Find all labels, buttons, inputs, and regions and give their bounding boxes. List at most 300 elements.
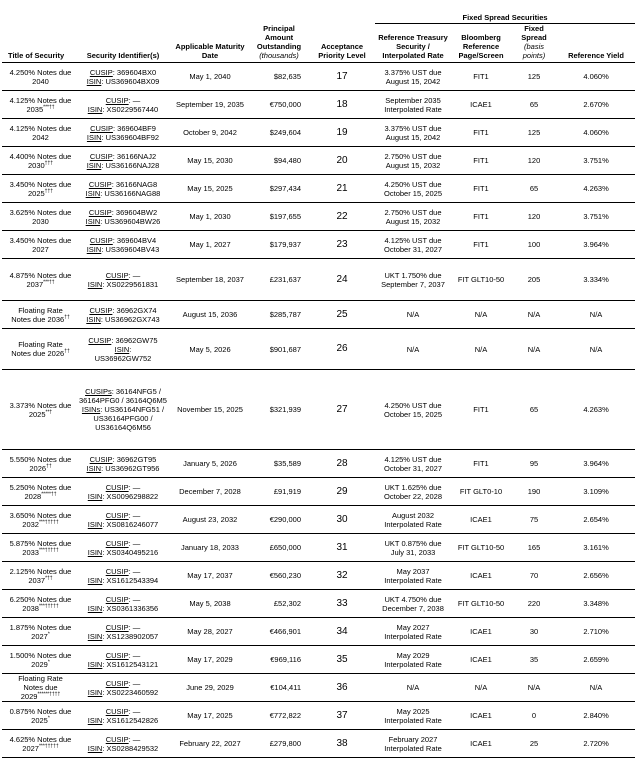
fixed-spread: 190 [511, 478, 557, 506]
table-row [2, 702, 635, 730]
isin-label: ISIN [86, 76, 102, 86]
table-row [2, 91, 635, 119]
security-title-cell [2, 562, 75, 590]
bloomberg-page: N/A [451, 301, 511, 329]
fixed-spread: 220 [511, 590, 557, 618]
col-reference-treasury: Reference Treasury Security / Interpolated Rate [375, 24, 451, 63]
isin-value: : US36164NFG51 / US36164PFG00 / US36164Q6M56 [93, 405, 165, 432]
security-identifier-cell [75, 590, 171, 618]
reference-treasury: UKT 1.750% due September 7, 2037 [375, 259, 451, 301]
cusip-value: : — [128, 706, 141, 716]
maturity-date: September 18, 2037 [171, 259, 249, 301]
isin-value: : US36166NAG88 [100, 188, 161, 198]
isin-label: ISIN [87, 279, 103, 289]
security-identifier-cell [75, 301, 171, 329]
fixed-spread-group-header: Fixed Spread Securities [375, 10, 635, 24]
reference-treasury: N/A [375, 301, 451, 329]
cusip-value: : — [128, 95, 141, 105]
reference-yield: 2.840% [557, 702, 635, 730]
principal-outstanding: £279,800 [249, 730, 309, 758]
table-row [2, 562, 635, 590]
cusip-label: CUSIP [88, 207, 112, 217]
table-row [2, 730, 635, 758]
acceptance-priority: 18 [309, 91, 375, 119]
reference-treasury: May 2025 Interpolated Rate [375, 702, 451, 730]
spread-label: Fixed Spread [521, 24, 547, 42]
security-identifier-cell [75, 534, 171, 562]
security-title-cell [2, 590, 75, 618]
maturity-date: May 1, 2030 [171, 203, 249, 231]
reference-yield: 3.348% [557, 590, 635, 618]
isin-label: ISIN [87, 659, 103, 669]
cusip-label: CUSIP [105, 622, 129, 632]
security-title-cell [2, 203, 75, 231]
security-identifier-cell [75, 674, 171, 702]
security-title-cell [2, 259, 75, 301]
cusip-value: : 369604BX0 [112, 67, 157, 77]
footnote-marker: ††† [44, 188, 54, 194]
reference-treasury: 3.375% UST due August 15, 2042 [375, 63, 451, 91]
principal-outstanding: $179,937 [249, 231, 309, 259]
security-identifier-cell [75, 231, 171, 259]
fixed-spread: 65 [511, 370, 557, 450]
principal-outstanding: €466,901 [249, 618, 309, 646]
col-reference-yield: Reference Yield [557, 24, 635, 63]
reference-treasury: May 2029 Interpolated Rate [375, 646, 451, 674]
security-title-cell [2, 450, 75, 478]
cusip-value: : — [128, 566, 141, 576]
isin-label: ISIN [87, 687, 103, 697]
security-title-cell [2, 91, 75, 119]
reference-treasury: 4.250% UST due October 15, 2025 [375, 370, 451, 450]
security-title-cell [2, 329, 75, 370]
table-row [2, 63, 635, 91]
cusip-value: : — [128, 510, 141, 520]
reference-yield: 2.720% [557, 730, 635, 758]
table-row [2, 203, 635, 231]
principal-unit: (thousands) [259, 51, 299, 60]
principal-outstanding: $297,434 [249, 175, 309, 203]
maturity-date: May 15, 2025 [171, 175, 249, 203]
isin-label: ISIN [87, 491, 103, 501]
bloomberg-page: FIT1 [451, 231, 511, 259]
acceptance-priority: 30 [309, 506, 375, 534]
cusip-value: : — [128, 650, 141, 660]
principal-outstanding: $82,635 [249, 63, 309, 91]
cusip-value: : 36166NAG8 [111, 179, 158, 189]
reference-yield: 3.751% [557, 203, 635, 231]
acceptance-priority: 38 [309, 730, 375, 758]
acceptance-priority: 21 [309, 175, 375, 203]
fixed-spread: 0 [511, 702, 557, 730]
col-title-of-security: Title of Security [2, 24, 75, 63]
isin-value: : XS0096298822 [102, 491, 159, 501]
footnote-marker: ******†††† [37, 691, 61, 698]
maturity-date: May 28, 2027 [171, 618, 249, 646]
reference-treasury: May 2027 Interpolated Rate [375, 618, 451, 646]
cusip-value: : 369604BF9 [112, 123, 156, 133]
security-title: 5.550% Notes due 2026 [9, 454, 72, 473]
acceptance-priority: 19 [309, 119, 375, 147]
table-row [2, 119, 635, 147]
security-identifier-cell [75, 646, 171, 674]
tender-offer-table [2, 10, 635, 758]
principal-outstanding: £231,637 [249, 259, 309, 301]
security-title: 1.875% Notes due 2027 [9, 622, 72, 641]
isin-value: : US369604BX09 [101, 76, 160, 86]
bloomberg-page: N/A [451, 674, 511, 702]
cusip-label: CUSIP [105, 95, 129, 105]
table-row [2, 175, 635, 203]
acceptance-priority: 23 [309, 231, 375, 259]
principal-outstanding: €290,000 [249, 506, 309, 534]
security-identifier-cell [75, 370, 171, 450]
footnote-marker: ***††††† [38, 603, 59, 609]
isin-label: ISIN [87, 743, 103, 753]
reference-yield: 4.060% [557, 63, 635, 91]
security-identifier-cell [75, 119, 171, 147]
isin-label: ISIN [87, 715, 103, 725]
security-title-cell [2, 702, 75, 730]
principal-outstanding: £91,919 [249, 478, 309, 506]
security-identifier-cell [75, 175, 171, 203]
isin-value: : XS0361336356 [102, 603, 159, 613]
reference-treasury: 4.125% UST due October 31, 2027 [375, 450, 451, 478]
table-row [2, 329, 635, 370]
isin-value: : XS0288429532 [102, 743, 159, 753]
maturity-date: January 18, 2033 [171, 534, 249, 562]
security-title: 3.625% Notes due 2030 [9, 207, 72, 226]
security-title: Floating Rate Notes due 2026 [11, 340, 65, 358]
table-row [2, 231, 635, 259]
col-maturity-date: Applicable Maturity Date [171, 24, 249, 63]
isin-value: US36962GW752 [94, 353, 152, 363]
footnote-marker: †† [64, 348, 70, 355]
isin-value: : XS1238902057 [102, 631, 159, 641]
bloomberg-page: ICAE1 [451, 618, 511, 646]
security-title: 6.250% Notes due 2038 [9, 594, 72, 613]
security-title: 1.500% Notes due 2029 [9, 650, 72, 669]
reference-yield: 3.161% [557, 534, 635, 562]
acceptance-priority: 37 [309, 702, 375, 730]
acceptance-priority: 28 [309, 450, 375, 478]
isin-value: : XS1612543121 [102, 659, 159, 669]
isin-value: : XS0340495216 [102, 547, 159, 557]
cusip-value: : 36962GT95 [112, 454, 157, 464]
col-fixed-spread [511, 24, 557, 63]
cusip-value: : 36166NAJ2 [112, 151, 157, 161]
isin-label: ISINs [81, 405, 101, 414]
security-title-cell [2, 478, 75, 506]
isin-value: : US36962GX743 [100, 314, 160, 324]
principal-outstanding: $35,589 [249, 450, 309, 478]
reference-yield: N/A [557, 329, 635, 370]
isin-value: : XS1612543394 [102, 575, 159, 585]
acceptance-priority: 27 [309, 370, 375, 450]
cusip-label: CUSIP [89, 305, 113, 315]
maturity-date: May 5, 2038 [171, 590, 249, 618]
reference-treasury: August 2032 Interpolated Rate [375, 506, 451, 534]
security-title: 3.450% Notes due 2025 [9, 179, 72, 198]
acceptance-priority: 32 [309, 562, 375, 590]
table-row [2, 370, 635, 450]
isin-value: : US36962GT956 [101, 463, 160, 473]
security-identifier-cell [75, 506, 171, 534]
maturity-date: December 7, 2028 [171, 478, 249, 506]
footnote-marker: *†† [45, 575, 53, 581]
security-title: 4.400% Notes due 2030 [9, 151, 72, 170]
bloomberg-page: FIT1 [451, 175, 511, 203]
principal-outstanding: €560,230 [249, 562, 309, 590]
security-title-cell [2, 119, 75, 147]
reference-treasury: September 2035 Interpolated Rate [375, 91, 451, 119]
table-body [2, 63, 635, 758]
bloomberg-page: ICAE1 [451, 702, 511, 730]
table-row [2, 506, 635, 534]
security-title: 4.125% Notes due 2042 [9, 123, 72, 142]
table-row [2, 450, 635, 478]
reference-yield: 3.751% [557, 147, 635, 175]
col-bloomberg-page: Bloomberg Reference Page/Screen [451, 24, 511, 63]
fixed-spread: 165 [511, 534, 557, 562]
isin-label: ISIN [87, 603, 103, 613]
reference-treasury: N/A [375, 674, 451, 702]
maturity-date: May 17, 2025 [171, 702, 249, 730]
reference-yield: 2.670% [557, 91, 635, 119]
cusip-value: : — [128, 734, 141, 744]
acceptance-priority: 34 [309, 618, 375, 646]
cusip-value: : — [128, 594, 141, 604]
fixed-spread: N/A [511, 329, 557, 370]
cusip-value: : 36962GX74 [112, 305, 157, 315]
acceptance-priority: 33 [309, 590, 375, 618]
security-identifier-cell [75, 147, 171, 175]
footnote-marker: **† [45, 409, 53, 415]
maturity-date: October 9, 2042 [171, 119, 249, 147]
security-title: 3.450% Notes due 2027 [9, 235, 72, 254]
maturity-date: May 1, 2027 [171, 231, 249, 259]
isin-label: ISIN [86, 463, 102, 473]
footnote-marker: * [47, 659, 50, 665]
reference-yield: 2.654% [557, 506, 635, 534]
cusip-label: CUSIP [89, 235, 113, 245]
security-identifier-cell [75, 259, 171, 301]
isin-value: : US369604BV43 [101, 244, 160, 254]
reference-treasury: N/A [375, 329, 451, 370]
maturity-date: August 15, 2036 [171, 301, 249, 329]
principal-outstanding: $321,939 [249, 370, 309, 450]
cusip-label: CUSIP [105, 650, 129, 660]
cusip-label: CUSIP [105, 678, 129, 688]
security-identifier-cell [75, 450, 171, 478]
fixed-spread: 70 [511, 562, 557, 590]
bloomberg-page: FIT1 [451, 203, 511, 231]
maturity-date: August 23, 2032 [171, 506, 249, 534]
isin-value: : US369604BW26 [100, 216, 161, 226]
security-title-cell [2, 730, 75, 758]
security-title: 2.125% Notes due 2037 [9, 566, 72, 585]
security-identifier-cell [75, 478, 171, 506]
fixed-spread: 120 [511, 203, 557, 231]
reference-yield: 3.964% [557, 231, 635, 259]
maturity-date: May 5, 2026 [171, 329, 249, 370]
fixed-spread: N/A [511, 674, 557, 702]
bloomberg-page: ICAE1 [451, 506, 511, 534]
isin-label: ISIN [87, 104, 103, 114]
principal-outstanding: €969,116 [249, 646, 309, 674]
security-identifier-cell [75, 702, 171, 730]
cusip-value: : 36164NFG5 / 36164PFG0 / 36164Q6M5 [79, 387, 167, 405]
cusip-label: CUSIP [105, 482, 129, 492]
isin-value: : XS0229567440 [102, 104, 159, 114]
isin-value: : US36166NAJ28 [101, 160, 160, 170]
acceptance-priority: 26 [309, 329, 375, 370]
principal-outstanding: £650,000 [249, 534, 309, 562]
cusip-label: CUSIP [105, 566, 129, 576]
isin-label: ISIN [85, 216, 101, 226]
acceptance-priority: 20 [309, 147, 375, 175]
cusip-value: : — [128, 482, 141, 492]
security-title: 5.250% Notes due 2028 [9, 482, 72, 501]
cusip-label: CUSIPs [85, 387, 112, 396]
bloomberg-page: FIT1 [451, 119, 511, 147]
isin-label: ISIN [87, 519, 103, 529]
isin-label: ISIN [85, 188, 101, 198]
cusip-label: CUSIP [89, 151, 113, 161]
fixed-spread: 205 [511, 259, 557, 301]
principal-outstanding: $94,480 [249, 147, 309, 175]
principal-outstanding: $197,655 [249, 203, 309, 231]
cusip-label: CUSIP [88, 335, 112, 345]
acceptance-priority: 25 [309, 301, 375, 329]
security-identifier-cell [75, 91, 171, 119]
cusip-label: CUSIP [105, 706, 129, 716]
fixed-spread: 120 [511, 147, 557, 175]
security-title-cell [2, 646, 75, 674]
spread-unit: (basis points) [522, 42, 546, 60]
maturity-date: May 17, 2037 [171, 562, 249, 590]
security-title: 3.373% Notes due 2025 [9, 400, 72, 419]
cusip-value: : 36962GW75 [111, 335, 158, 345]
isin-label: ISIN [114, 344, 130, 354]
col-acceptance-priority: Acceptance Priority Level [309, 24, 375, 63]
security-title-cell [2, 534, 75, 562]
cusip-label: CUSIP [88, 179, 112, 189]
reference-yield: N/A [557, 301, 635, 329]
footnote-marker: †† [64, 314, 70, 320]
security-identifier-cell [75, 329, 171, 370]
footnote-marker: *****†† [41, 491, 57, 497]
isin-label: ISIN [86, 160, 102, 170]
acceptance-priority: 17 [309, 63, 375, 91]
security-title: 3.650% Notes due 2032 [9, 510, 72, 529]
table-row [2, 478, 635, 506]
security-title: Floating Rate Notes due 2029 [18, 674, 63, 701]
acceptance-priority: 35 [309, 646, 375, 674]
cusip-value: : — [128, 538, 141, 548]
isin-label: ISIN [87, 631, 103, 641]
footnote-marker: †† [46, 463, 52, 469]
cusip-label: CUSIP [89, 454, 113, 464]
fixed-spread: 25 [511, 730, 557, 758]
maturity-date: February 22, 2027 [171, 730, 249, 758]
principal-outstanding: £52,302 [249, 590, 309, 618]
table-row [2, 674, 635, 702]
fixed-spread: N/A [511, 301, 557, 329]
bloomberg-page: FIT GLT10-50 [451, 259, 511, 301]
bloomberg-page: ICAE1 [451, 730, 511, 758]
cusip-label: CUSIP [105, 270, 129, 280]
fixed-spread: 95 [511, 450, 557, 478]
reference-yield: N/A [557, 674, 635, 702]
isin-value: : XS1612542826 [102, 715, 159, 725]
maturity-date: January 5, 2026 [171, 450, 249, 478]
reference-treasury: UKT 4.750% due December 7, 2038 [375, 590, 451, 618]
security-title: Floating Rate Notes due 2036 [11, 305, 65, 324]
fixed-spread: 35 [511, 646, 557, 674]
security-title-cell [2, 370, 75, 450]
security-title-cell [2, 618, 75, 646]
reference-treasury: February 2027 Interpolated Rate [375, 730, 451, 758]
reference-treasury: 2.750% UST due August 15, 2032 [375, 147, 451, 175]
table-row [2, 646, 635, 674]
bloomberg-page: FIT1 [451, 450, 511, 478]
maturity-date: May 17, 2029 [171, 646, 249, 674]
footnote-marker: * [47, 715, 50, 721]
security-identifier-cell [75, 618, 171, 646]
security-title-cell [2, 506, 75, 534]
security-title-cell [2, 147, 75, 175]
table-row [2, 590, 635, 618]
security-title: 4.125% Notes due 2035 [9, 95, 72, 114]
principal-label: Principal Amount Outstanding [256, 24, 302, 51]
cusip-label: CUSIP [89, 67, 113, 77]
isin-label: ISIN [86, 132, 102, 142]
acceptance-priority: 31 [309, 534, 375, 562]
acceptance-priority: 24 [309, 259, 375, 301]
maturity-date: September 19, 2035 [171, 91, 249, 119]
security-title-cell [2, 175, 75, 203]
table-row [2, 534, 635, 562]
security-title-cell [2, 231, 75, 259]
principal-outstanding: $249,604 [249, 119, 309, 147]
table-row [2, 618, 635, 646]
table-row [2, 259, 635, 301]
reference-treasury: 3.375% UST due August 15, 2042 [375, 119, 451, 147]
isin-value: : [129, 344, 132, 354]
isin-value: : XS0223460592 [102, 687, 159, 697]
security-title-cell [2, 301, 75, 329]
acceptance-priority: 29 [309, 478, 375, 506]
cusip-label: CUSIP [105, 734, 129, 744]
bloomberg-page: FIT1 [451, 370, 511, 450]
principal-outstanding: €104,411 [249, 674, 309, 702]
principal-outstanding: $285,787 [249, 301, 309, 329]
footnote-marker: ***†† [43, 104, 55, 110]
bloomberg-page: ICAE1 [451, 562, 511, 590]
fixed-spread: 75 [511, 506, 557, 534]
cusip-label: CUSIP [105, 510, 129, 520]
footnote-marker: ***††††† [38, 743, 59, 749]
maturity-date: May 1, 2040 [171, 63, 249, 91]
acceptance-priority: 36 [309, 674, 375, 702]
reference-yield: 4.060% [557, 119, 635, 147]
bloomberg-page: FIT GLT0-10 [451, 478, 511, 506]
acceptance-priority: 22 [309, 203, 375, 231]
cusip-value: : — [128, 622, 141, 632]
maturity-date: June 29, 2029 [171, 674, 249, 702]
cusip-value: : 369604BW2 [111, 207, 158, 217]
